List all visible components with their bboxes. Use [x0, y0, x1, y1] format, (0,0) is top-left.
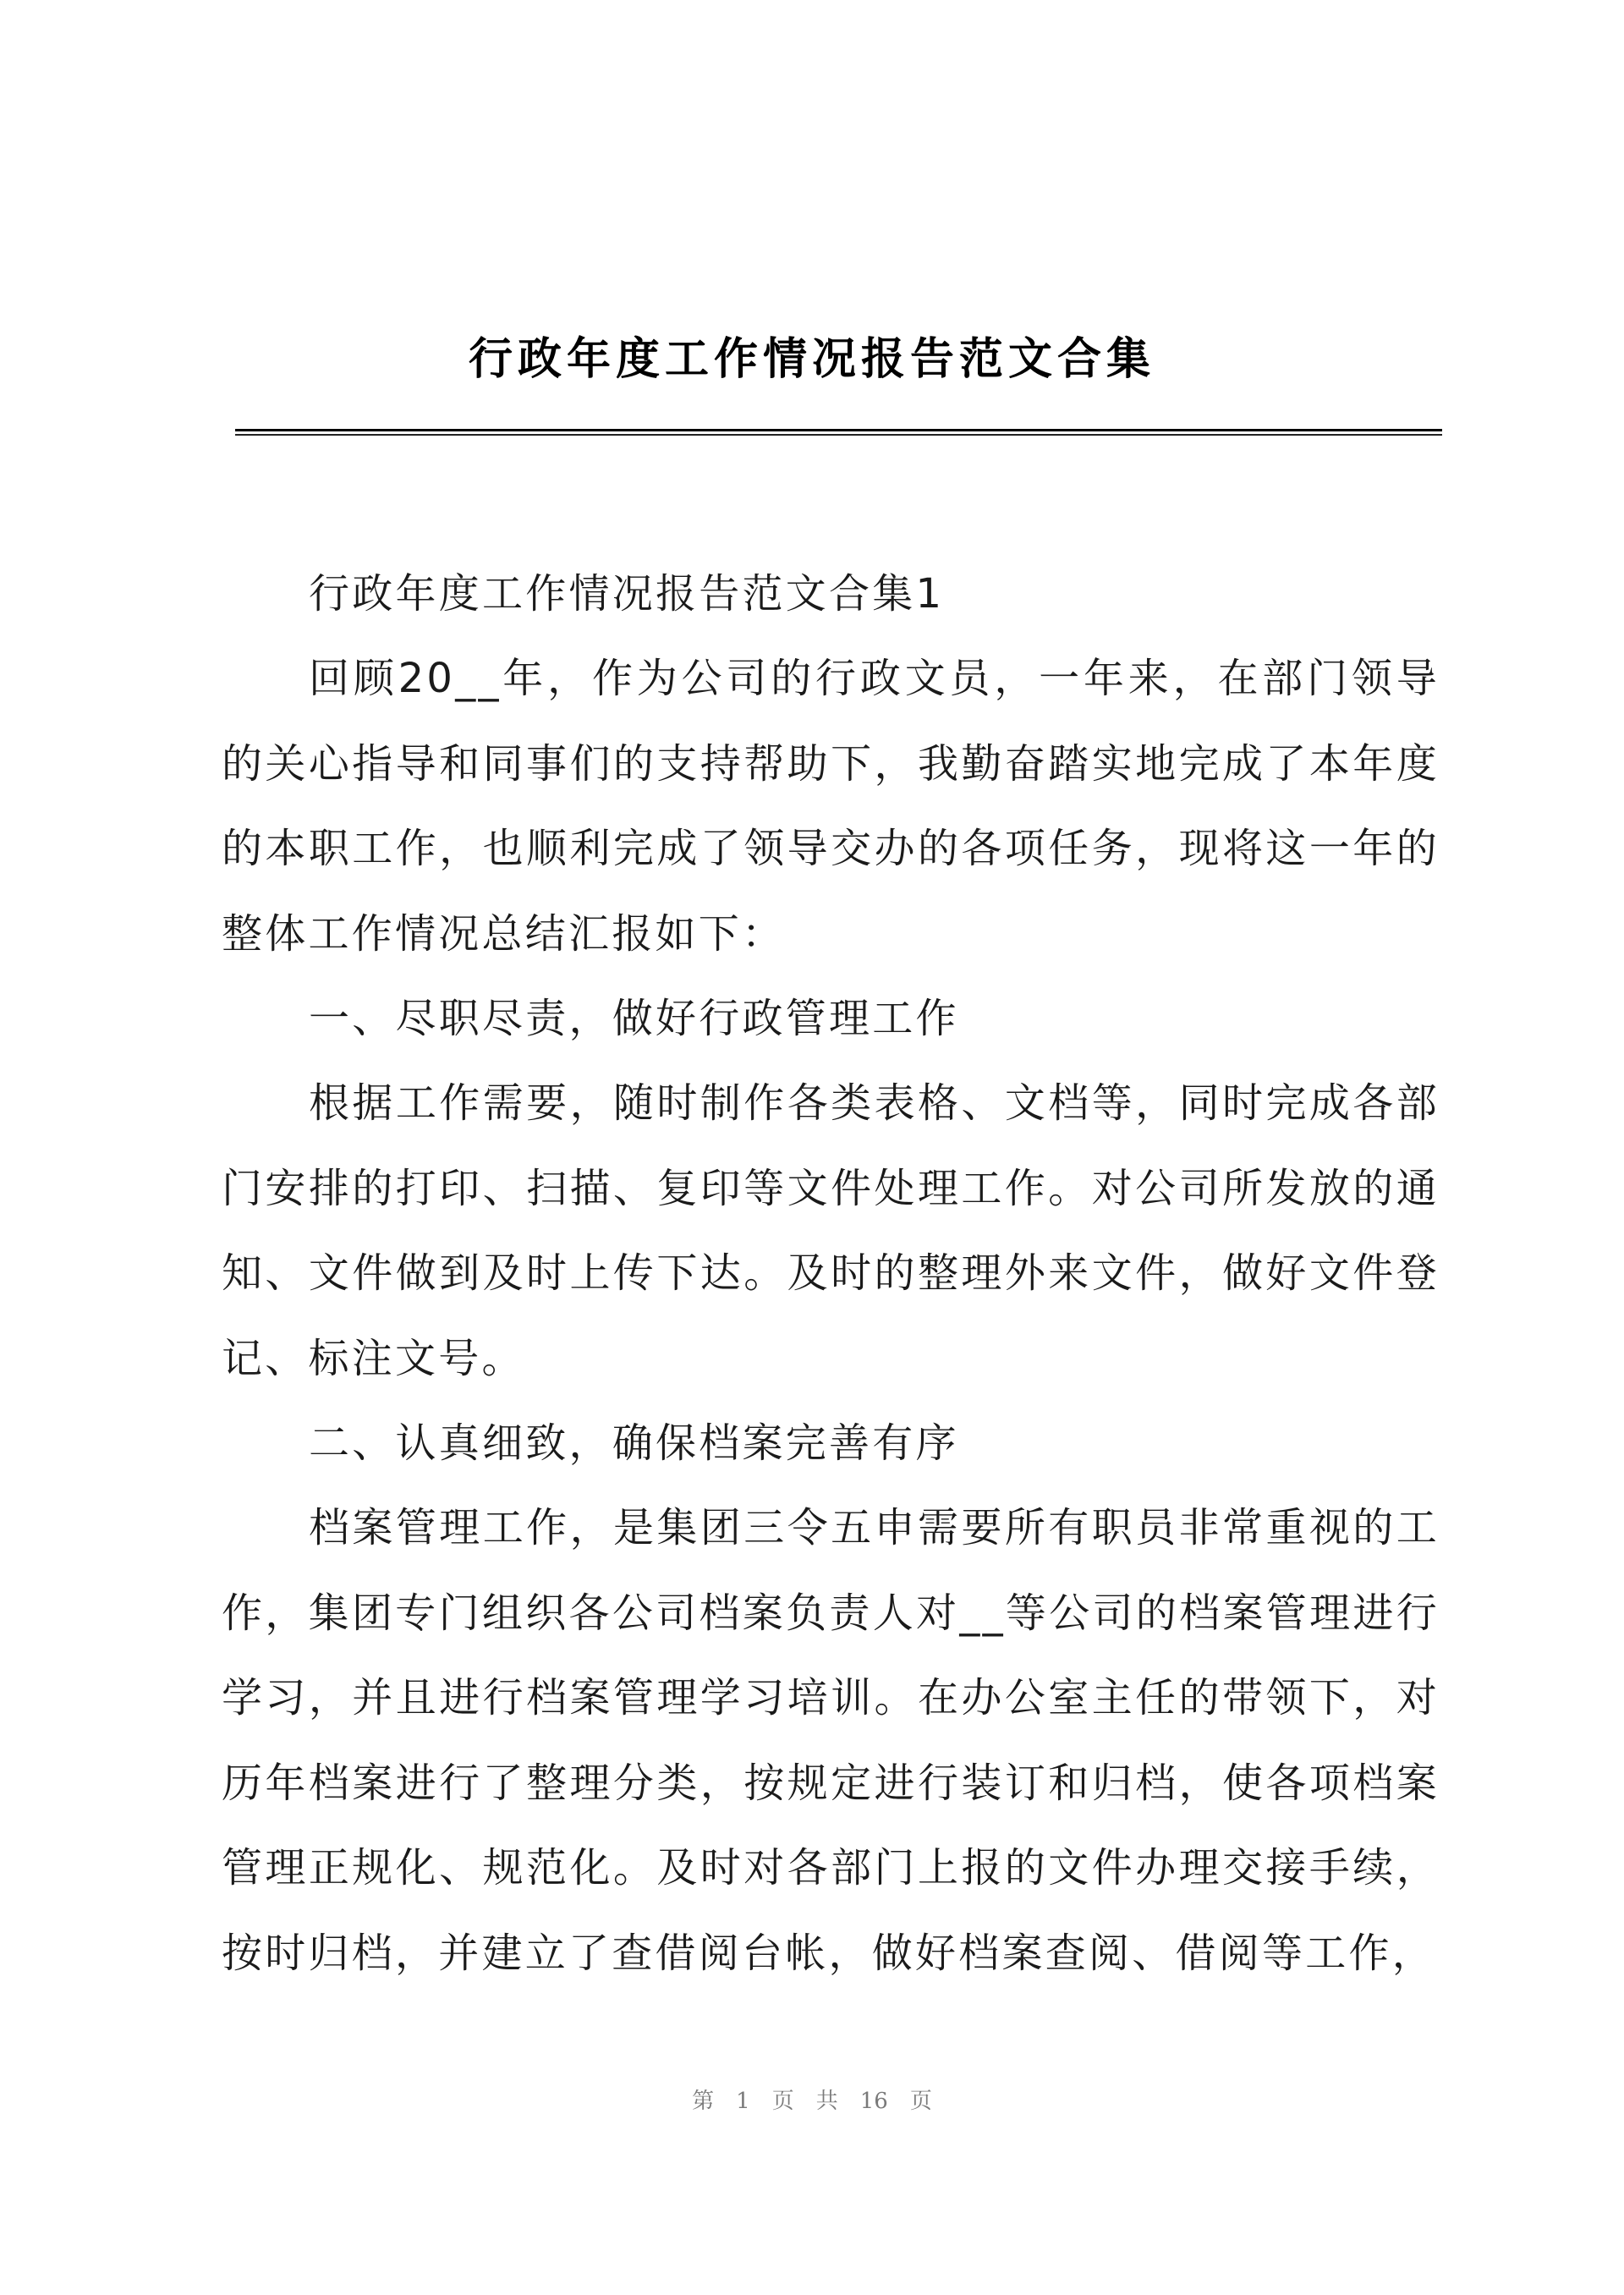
title-rule-thick-line [235, 429, 1442, 431]
footer-page-mid: 页 [771, 2089, 794, 2114]
section-heading-collection-1: 行政年度工作情况报告范文合集1 [309, 570, 945, 618]
title-double-rule [235, 429, 1442, 436]
document-title: 行政年度工作情况报告范文合集 [468, 334, 1155, 385]
footer-page-suffix: 页 [909, 2089, 932, 2114]
title-rule-thin-line [235, 434, 1442, 436]
page-footer [0, 2088, 1624, 2115]
document-body [222, 552, 1440, 1996]
section-heading-2: 二、认真细致，确保档案完善有序 [309, 1419, 959, 1468]
section-heading-1: 一、尽职尽责，做好行政管理工作 [309, 995, 959, 1043]
paragraph-intro: 回顾20__年，作为公司的行政文员，一年来，在部门领导的关心指导和同事们的支持帮助下，我勤奋踏实地完成了本年度的本职工作，也顺利完成了领导交办的各项任务，现将这一年的整体工作情况总结汇报如下： [222, 655, 1440, 958]
footer-total-pages: 16 [859, 2089, 888, 2114]
footer-total-prefix: 共 [815, 2089, 838, 2114]
footer-page-prefix: 第 [692, 2089, 715, 2114]
footer-current-page: 1 [736, 2089, 750, 2114]
paragraph-admin-work: 根据工作需要，随时制作各类表格、文档等，同时完成各部门安排的打印、扫描、复印等文件处理工作。对公司所发放的通知、文件做到及时上传下达。及时的整理外来文件，做好文件登记、标注文号。 [222, 1079, 1440, 1382]
paragraph-archive-work: 档案管理工作，是集团三令五申需要所有职员非常重视的工作，集团专门组织各公司档案负责人对__等公司的档案管理进行学习，并且进行档案管理学习培训。在办公室主任的带领下，对历年档案进行了整理分类，按规定进行装订和归档，使各项档案管理正规化、规范化。及时对各部门上报的文件办理交接手续，按时归档，并建立了查借阅台帐，做好档案查阅、借阅等工作， [222, 1504, 1440, 1977]
